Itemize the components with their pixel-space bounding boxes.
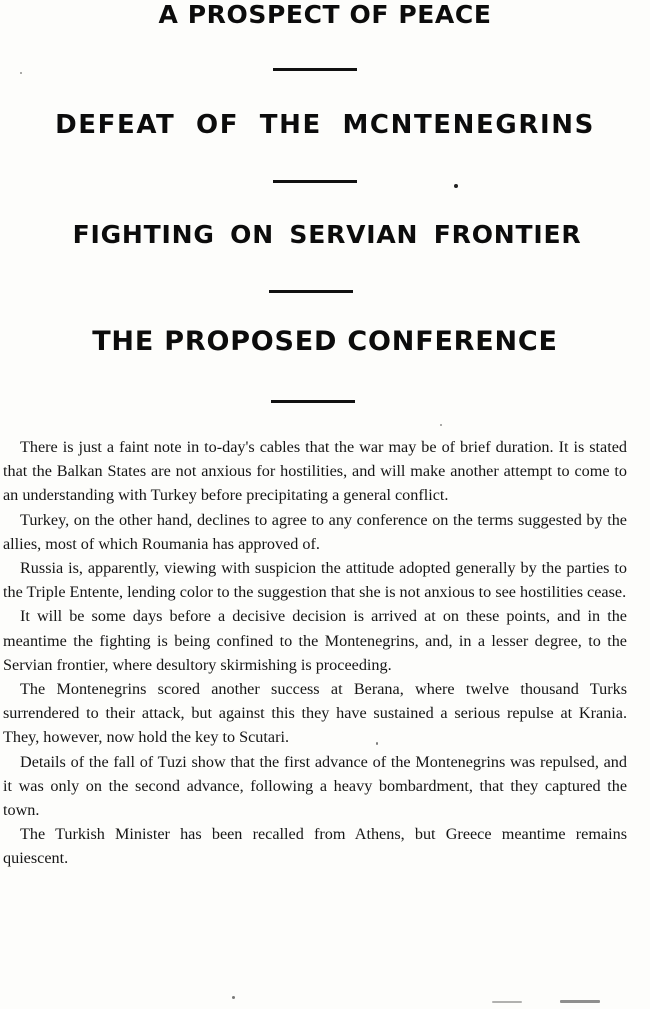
print-speck	[560, 1000, 600, 1003]
print-speck	[232, 996, 235, 999]
article-paragraph: It will be some days before a decisive decision is arrived at on these points, and in the meantime the fighting is being confined to the Montenegrins, and, in a lesser degree, to the Servian frontier, where desultory skirmishing is proceeding.	[3, 607, 627, 674]
headline-fighting-servian-frontier: FIGHTING ON SERVIAN FRONTIER	[72, 220, 582, 249]
article-paragraph: The Turkish Minister has been recalled from Athens, but Greece meantime remains quiescent.	[3, 825, 627, 868]
headline-divider-1	[273, 68, 357, 71]
headline-divider-3	[269, 290, 353, 293]
headline-prospect-of-peace: A PROSPECT OF PEACE	[158, 0, 492, 29]
headline-defeat-of-montenegrins: DEFEAT OF THE MCNTENEGRINS	[55, 110, 595, 140]
article-paragraph: Details of the fall of Tuzi show that the first advance of the Montenegrins was repulsed, and it was only on the second advance, following a heavy bombardment, that they captured the town.	[3, 752, 627, 820]
headline-divider-4	[271, 400, 355, 403]
headline-divider-2	[273, 180, 357, 183]
article-paragraph: Turkey, on the other hand, declines to agree to any conference on the terms suggested by the allies, most of which Roumania has approved of.	[3, 510, 627, 553]
headline-proposed-conference: THE PROPOSED CONFERENCE	[92, 326, 558, 357]
print-speck	[492, 1001, 522, 1003]
print-speck	[376, 742, 378, 745]
print-speck	[20, 72, 22, 74]
article-body	[3, 435, 627, 871]
article-paragraph: Russia is, apparently, viewing with suspicion the attitude adopted generally by the parties to the Triple Entente, lending color to the suggestion that she is not anxious to see hostilities cease.	[3, 559, 627, 602]
article-paragraph: There is just a faint note in to-day's cables that the war may be of brief duration. It is stated that the Balkan States are not anxious for hostilities, and will make another attempt to come to an understanding with Turkey before precipitating a general conflict.	[3, 438, 627, 505]
print-speck	[440, 424, 442, 426]
print-speck	[454, 184, 458, 188]
article-paragraph: The Montenegrins scored another success at Berana, where twelve thousand Turks surrendered to their attack, but against this they have sustained a serious repulse at Krania. They, however, now hold the key to Scutari.	[3, 680, 627, 747]
